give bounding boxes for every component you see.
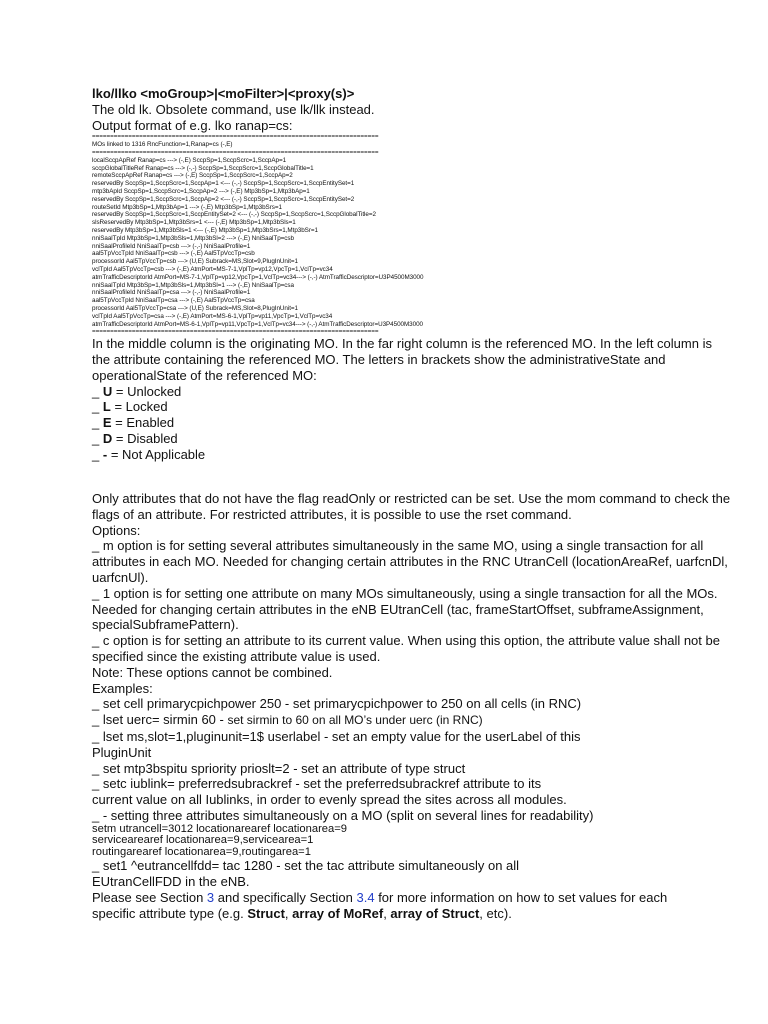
output-line: aal5TpVccTpId NniSaalTp=csa ---> (-,E) Aal5TpVccTp=csa bbox=[92, 297, 255, 305]
output-line: =============================================================================== bbox=[92, 133, 379, 141]
output-line: processorId Aal5TpVccTp=csb ---> (U,E) Subrack=MS,Slot=9,PlugInUnit=1 bbox=[92, 258, 299, 266]
output-line: localSccpApRef Ranap=cs ---> (-,E) SccpSp=1,SccpScrc=1,SccpAp=1 bbox=[92, 156, 287, 164]
output-line: reservedBy SccpSp=1,SccpScrc=1,SccpAp=2 <--- (-,-) SccpSp=1,SccpScrc=1,SccpEntitySet=2 bbox=[92, 195, 355, 203]
state-item: _ - = Not Applicable bbox=[92, 446, 206, 462]
option-m: _ m option is for setting several attributes simultaneously in the same MO, using a single transaction for all attributes in each MO. Needed for changing certain attributes in the RNC UtranCell (locationAreaRef, uarfcnDl, uarfcnUl). bbox=[92, 538, 728, 585]
code-line-2: servicearearef locationarea=9,servicearea=1 bbox=[92, 834, 314, 847]
intro-paragraph: Only attributes that do not have the flag readOnly or restricted can be set. Use the mom command to check the flags of an attribute. For restricted attributes, it is possible to use the rset command. bbox=[92, 491, 731, 522]
output-line: =============================================================================== bbox=[92, 148, 379, 156]
output-line: =============================================================================== bbox=[92, 328, 379, 336]
state-item: _ U = Unlocked bbox=[92, 383, 182, 399]
example-5-line-1: _ setc iublink= preferredsubrackref - set the preferredsubrackref attribute to its bbox=[92, 776, 542, 792]
example-5-line-2: current value on all Iublinks, in order to evenly spread the sites across all modules. bbox=[92, 792, 567, 808]
command-section bbox=[92, 86, 732, 462]
example-4: _ set mtp3bspitu spriority prioslt=2 - set an attribute of type struct bbox=[92, 760, 466, 776]
output-line: mtp3bApId SccpSp=1,SccpScrc=1,SccpAp=2 ---> (-,E) Mtp3bSp=1,Mtp3bAp=1 bbox=[92, 187, 310, 195]
state-item: _ L = Locked bbox=[92, 399, 168, 415]
output-line: remoteSccpApRef Ranap=cs ---> (-,E) SccpSp=1,SccpScrc=1,SccpAp=2 bbox=[92, 172, 293, 180]
code-line-1: setm utrancell=3012 locationarearef locationarea=9 bbox=[92, 822, 347, 835]
set-command-section bbox=[92, 491, 742, 921]
output-line: reservedBy SccpSp=1,SccpScrc=1,SccpAp=1 <--- (-,-) SccpSp=1,SccpScrc=1,SccpEntitySet=1 bbox=[92, 180, 355, 188]
output-line: sccpGlobalTitleRef Ranap=cs ---> (-,-) SccpSp=1,SccpScrc=1,SccpGlobalTitle=1 bbox=[92, 164, 314, 172]
state-item: _ E = Enabled bbox=[92, 415, 175, 431]
example-7-line-1: _ set1 ^eutrancellfdd= tac 1280 - set the tac attribute simultaneously on all bbox=[92, 858, 520, 874]
example-3-line-2: PluginUnit bbox=[92, 744, 152, 760]
output-line: atmTrafficDescriptorId AtmPort=MS-7-1,VplTp=vp12,VpcTp=1,VclTp=vc34---> (-,-) AtmTrafficDescriptor=U3P4500M3000 bbox=[92, 273, 424, 281]
output-line: vclTpId Aal5TpVccTp=csb ---> (-,E) AtmPort=MS-7-1,VplTp=vp12,VpcTp=1,VclTp=vc34 bbox=[92, 265, 333, 273]
obsolete-note: The old lk. Obsolete command, use lk/llk instead. bbox=[92, 101, 375, 117]
code-line-3: routingarearef locationarea=9,routingarea=1 bbox=[92, 845, 311, 858]
state-legend bbox=[92, 384, 732, 463]
example-7-line-2: EUtranCellFDD in the eNB. bbox=[92, 874, 250, 890]
output-line: slsReservedBy Mtp3bSp=1,Mtp3bSrs=1 <--- (-,E) Mtp3bSp=1,Mtp3bSls=1 bbox=[92, 219, 296, 227]
output-line: vclTpId Aal5TpVccTp=csa ---> (-,E) AtmPort=MS-6-1,VplTp=vp11,VpcTp=1,VclTp=vc34 bbox=[92, 312, 333, 320]
output-line: nniSaalProfileId NniSaalTp=csa ---> (-,-) NniSaalProfile=1 bbox=[92, 289, 251, 297]
output-line: routeSetId Mtp3bSp=1,Mtp3bAp=1 ---> (-,E) Mtp3bSp=1,Mtp3bSrs=1 bbox=[92, 203, 282, 211]
see-section-line-2: specific attribute type (e.g. Struct, array of MoRef, array of Struct, etc). bbox=[92, 905, 512, 921]
output-line: MOs linked to 1316 RncFunction=1,Ranap=cs (-,E) bbox=[92, 141, 233, 149]
explanation-paragraph: In the middle column is the originating MO. In the far right column is the referenced MO. In the left column is the attribute containing the referenced MO. The letters in brackets show the administrativeState and operationalState of the referenced MO: bbox=[92, 336, 712, 383]
section-3-4-link[interactable]: 3.4 bbox=[356, 889, 375, 905]
state-item: _ D = Disabled bbox=[92, 430, 178, 446]
output-listing bbox=[92, 133, 732, 336]
output-line: nniSaalTpId Mtp3bSp=1,Mtp3bSls=1,Mtp3bSl=1 ---> (-,E) NniSaalTp=csa bbox=[92, 281, 294, 289]
example-3-line-1: _ lset ms,slot=1,pluginunit=1$ userlabel - set an empty value for the userLabel of this bbox=[92, 728, 581, 744]
note-line: Note: These options cannot be combined. bbox=[92, 664, 333, 680]
options-heading: Options: bbox=[92, 522, 141, 538]
output-line: aal5TpVccTpId NniSaalTp=csb ---> (-,E) Aal5TpVccTp=csb bbox=[92, 250, 255, 258]
output-format-heading: Output format of e.g. lko ranap=cs: bbox=[92, 117, 293, 133]
example-2: _ lset uerc= sirmin 60 - set sirmin to 60 on all MO’s under uerc (in RNC) bbox=[92, 712, 483, 728]
option-c: _ c option is for setting an attribute to its current value. When using this option, the attribute value shall not be specified since the existing attribute value is used. bbox=[92, 633, 720, 664]
output-line: nniSaalTpId Mtp3bSp=1,Mtp3bSls=1,Mtp3bSl=2 ---> (-,E) NniSaalTp=csb bbox=[92, 234, 294, 242]
output-line: processorId Aal5TpVccTp=csa ---> (U,E) Subrack=MS,Slot=8,PlugInUnit=1 bbox=[92, 304, 299, 312]
example-1: _ set cell primarycpichpower 250 - set primarycpichpower to 250 on all cells (in RNC) bbox=[92, 696, 582, 712]
output-line: reservedBy SccpSp=1,SccpScrc=1,SccpEntitySet=2 <--- (-,-) SccpSp=1,SccpScrc=1,SccpGlobalTitle=2 bbox=[92, 211, 376, 219]
output-line: atmTrafficDescriptorId AtmPort=MS-6-1,VplTp=vp11,VpcTp=1,VclTp=vc34---> (-,-) AtmTrafficDescriptor=U3P4500M3000 bbox=[92, 320, 423, 328]
option-1: _ 1 option is for setting one attribute on many MOs simultaneously, using a single transaction for all the MOs. Needed for changing certain attributes in the eNB EUtranCell (tac, frameStartOffset, subframeAssignment, specialSubframePattern). bbox=[92, 585, 718, 633]
section-3-link[interactable]: 3 bbox=[206, 889, 215, 905]
output-line: reservedBy Mtp3bSp=1,Mtp3bSls=1 <--- (-,E) Mtp3bSp=1,Mtp3bSrs=1,Mtp3bSr=1 bbox=[92, 226, 318, 234]
output-line: nniSaalProfileId NniSaalTp=csb ---> (-,-) NniSaalProfile=1 bbox=[92, 242, 251, 250]
example-6: _ - setting three attributes simultaneously on a MO (split on several lines for readability) bbox=[92, 807, 594, 823]
command-syntax: lko/llko <moGroup>|<moFilter>|<proxy(s)> bbox=[92, 86, 355, 101]
examples-heading: Examples: bbox=[92, 680, 153, 696]
see-section-line-1: Please see Section 3 and specifically Section 3.4 for more information on how to set values for each bbox=[92, 889, 668, 905]
